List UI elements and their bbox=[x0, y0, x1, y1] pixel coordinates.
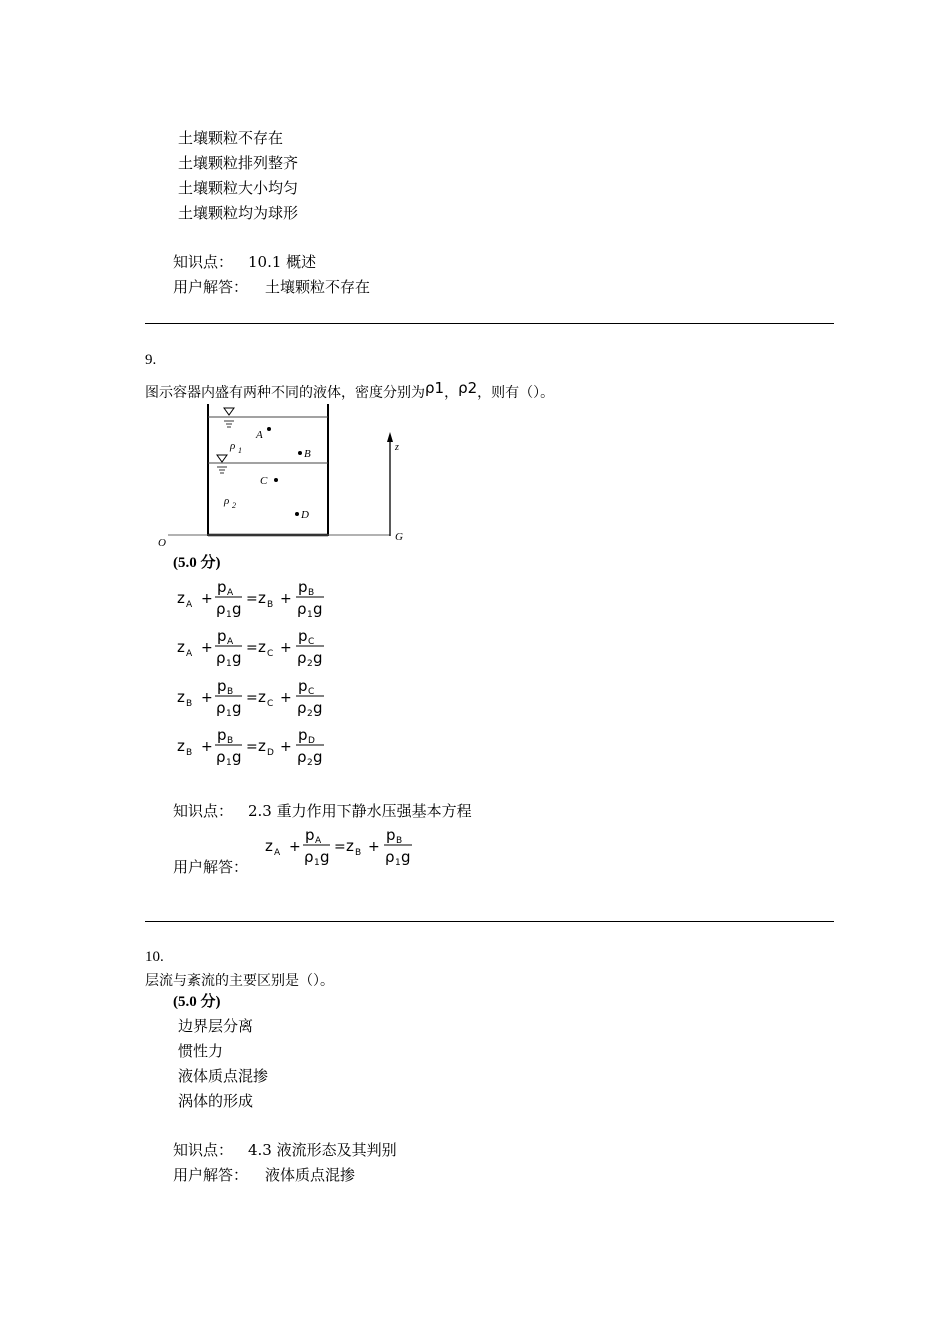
eq-p2-sub: D bbox=[308, 736, 315, 746]
eq-plus: + bbox=[280, 591, 292, 607]
eq-plus: + bbox=[201, 690, 213, 706]
eq-p2-sub: C bbox=[308, 637, 315, 647]
eq-p1-sub: A bbox=[227, 588, 234, 598]
eq-p2-sub: C bbox=[308, 687, 315, 697]
eq-p1: p bbox=[305, 826, 315, 844]
q10-answer-value: 液体质点混掺 bbox=[265, 1166, 356, 1184]
eq-g2: g bbox=[313, 748, 323, 766]
label-rho2-sub: 2 bbox=[232, 501, 236, 510]
eq-rho2-sub: 1 bbox=[307, 610, 313, 620]
eq-plus: + bbox=[280, 739, 292, 755]
q9-stem-sep: ， bbox=[444, 385, 459, 401]
label-G: G bbox=[395, 531, 403, 543]
eq-equals: = bbox=[246, 640, 258, 656]
eq-rho2-sub: 1 bbox=[395, 858, 401, 868]
eq-rho2-sub: 2 bbox=[307, 709, 313, 719]
eq-z1: z bbox=[265, 837, 273, 855]
eq-equals: = bbox=[246, 690, 258, 706]
q8-option-1[interactable]: 土壤颗粒不存在 bbox=[178, 129, 284, 147]
eq-plus: + bbox=[201, 739, 213, 755]
eq-z2: z bbox=[258, 737, 266, 755]
eq-p2: p bbox=[298, 677, 308, 695]
eq-rho1-sub: 1 bbox=[226, 659, 232, 669]
label-rho1: ρ bbox=[230, 440, 236, 452]
label-z: z bbox=[395, 442, 399, 453]
eq-rho1-sub: 1 bbox=[226, 758, 232, 768]
q9-option-4[interactable] bbox=[174, 724, 334, 770]
q9-score: (5.0 分) bbox=[173, 555, 221, 571]
eq-g2: g bbox=[313, 649, 323, 667]
eq-z2: z bbox=[258, 589, 266, 607]
eq-plus: + bbox=[201, 640, 213, 656]
q10-knowledge-value: 4.3 液流形态及其判别 bbox=[248, 1141, 397, 1159]
eq-p1: p bbox=[217, 677, 227, 695]
eq-plus: + bbox=[201, 591, 213, 607]
eq-equals: = bbox=[246, 739, 258, 755]
q9-answer-equation bbox=[262, 824, 422, 870]
eq-plus: + bbox=[280, 690, 292, 706]
q8-option-4[interactable]: 土壤颗粒均为球形 bbox=[178, 204, 299, 222]
eq-g2: g bbox=[313, 600, 323, 618]
eq-p2: p bbox=[298, 627, 308, 645]
q9-option-1[interactable] bbox=[174, 576, 334, 622]
label-B: B bbox=[304, 448, 311, 460]
divider bbox=[145, 921, 834, 922]
eq-p2: p bbox=[386, 826, 396, 844]
q9-knowledge-value: 2.3 重力作用下静水压强基本方程 bbox=[248, 802, 472, 820]
eq-rho1: ρ bbox=[216, 649, 226, 667]
eq-z1: z bbox=[177, 589, 185, 607]
eq-equals: = bbox=[334, 839, 346, 855]
eq-z1-sub: B bbox=[186, 699, 193, 709]
eq-p1: p bbox=[217, 726, 227, 744]
eq-z2: z bbox=[258, 688, 266, 706]
eq-rho2: ρ bbox=[297, 748, 307, 766]
q10-option-3[interactable]: 液体质点混掺 bbox=[178, 1067, 269, 1085]
eq-p1-sub: B bbox=[227, 736, 234, 746]
eq-rho1: ρ bbox=[304, 848, 314, 866]
eq-rho1: ρ bbox=[216, 748, 226, 766]
q10-option-1[interactable]: 边界层分离 bbox=[178, 1017, 254, 1035]
eq-z1-sub: B bbox=[186, 748, 193, 758]
eq-g1: g bbox=[232, 699, 242, 717]
q10-number: 10. bbox=[145, 949, 164, 965]
q10-stem: 层流与紊流的主要区别是（）。 bbox=[145, 973, 334, 989]
eq-p1-sub: A bbox=[315, 836, 322, 846]
eq-rho1: ρ bbox=[216, 699, 226, 717]
eq-z2: z bbox=[258, 638, 266, 656]
eq-z1: z bbox=[177, 688, 185, 706]
q8-option-3[interactable]: 土壤颗粒大小均匀 bbox=[178, 179, 299, 197]
eq-g1: g bbox=[232, 649, 242, 667]
q10-option-4[interactable]: 涡体的形成 bbox=[178, 1092, 254, 1110]
label-C: C bbox=[260, 475, 268, 487]
eq-rho2: ρ bbox=[297, 699, 307, 717]
q8-answer-label: 用户解答： bbox=[173, 278, 249, 296]
q9-option-3[interactable] bbox=[174, 675, 334, 721]
eq-rho1: ρ bbox=[216, 600, 226, 618]
eq-plus: + bbox=[280, 640, 292, 656]
eq-p1: p bbox=[217, 627, 227, 645]
eq-p2: p bbox=[298, 726, 308, 744]
q8-option-2[interactable]: 土壤颗粒排列整齐 bbox=[178, 154, 299, 172]
eq-p1: p bbox=[217, 578, 227, 596]
eq-rho1-sub: 1 bbox=[226, 610, 232, 620]
label-D: D bbox=[301, 509, 309, 521]
q9-stem-tail: ，则有（）。 bbox=[477, 385, 555, 401]
divider bbox=[145, 323, 834, 324]
eq-z2: z bbox=[346, 837, 354, 855]
q9-rho2: ρ2 bbox=[458, 379, 478, 397]
q8-knowledge-value: 10.1 概述 bbox=[248, 253, 317, 271]
eq-z1: z bbox=[177, 638, 185, 656]
eq-z2-sub: B bbox=[267, 600, 274, 610]
q10-answer-label: 用户解答： bbox=[173, 1166, 249, 1184]
eq-rho2: ρ bbox=[385, 848, 395, 866]
eq-rho1-sub: 1 bbox=[226, 709, 232, 719]
eq-z2-sub: C bbox=[267, 649, 274, 659]
eq-plus: + bbox=[289, 839, 301, 855]
eq-p1-sub: B bbox=[227, 687, 234, 697]
q10-score: (5.0 分) bbox=[173, 994, 221, 1010]
q10-option-2[interactable]: 惯性力 bbox=[178, 1042, 224, 1060]
label-A: A bbox=[256, 429, 263, 441]
eq-g2: g bbox=[313, 699, 323, 717]
eq-p2-sub: B bbox=[396, 836, 403, 846]
eq-rho2-sub: 2 bbox=[307, 659, 313, 669]
q8-knowledge-label: 知识点： bbox=[173, 253, 234, 271]
eq-z1: z bbox=[177, 737, 185, 755]
label-O: O bbox=[158, 537, 166, 548]
eq-rho2: ρ bbox=[297, 649, 307, 667]
eq-rho2-sub: 2 bbox=[307, 758, 313, 768]
q9-number: 9. bbox=[145, 352, 157, 368]
eq-equals: = bbox=[246, 591, 258, 607]
eq-z2-sub: C bbox=[267, 699, 274, 709]
q9-answer-label: 用户解答： bbox=[173, 858, 249, 876]
eq-p1-sub: A bbox=[227, 637, 234, 647]
q9-option-2[interactable] bbox=[174, 625, 334, 671]
eq-p2: p bbox=[298, 578, 308, 596]
eq-rho1-sub: 1 bbox=[314, 858, 320, 868]
eq-g1: g bbox=[320, 848, 330, 866]
q9-knowledge-label: 知识点： bbox=[173, 802, 234, 820]
q9-stem bbox=[145, 379, 555, 402]
q9-stem-text: 图示容器内盛有两种不同的液体，密度分别为 bbox=[145, 385, 425, 401]
eq-rho2: ρ bbox=[297, 600, 307, 618]
label-rho1-sub: 1 bbox=[238, 446, 242, 455]
eq-z1-sub: A bbox=[274, 848, 281, 858]
eq-plus: + bbox=[368, 839, 380, 855]
eq-g1: g bbox=[232, 600, 242, 618]
q8-answer-value: 土壤颗粒不存在 bbox=[265, 278, 371, 296]
eq-z1-sub: A bbox=[186, 600, 193, 610]
q9-rho1: ρ1 bbox=[425, 379, 445, 397]
eq-z2-sub: B bbox=[355, 848, 362, 858]
eq-z2-sub: D bbox=[267, 748, 274, 758]
eq-z1-sub: A bbox=[186, 649, 193, 659]
container-figure bbox=[150, 400, 415, 548]
eq-p2-sub: B bbox=[308, 588, 315, 598]
q10-knowledge-label: 知识点： bbox=[173, 1141, 234, 1159]
eq-g1: g bbox=[232, 748, 242, 766]
eq-g2: g bbox=[401, 848, 411, 866]
label-rho2: ρ bbox=[224, 495, 230, 507]
